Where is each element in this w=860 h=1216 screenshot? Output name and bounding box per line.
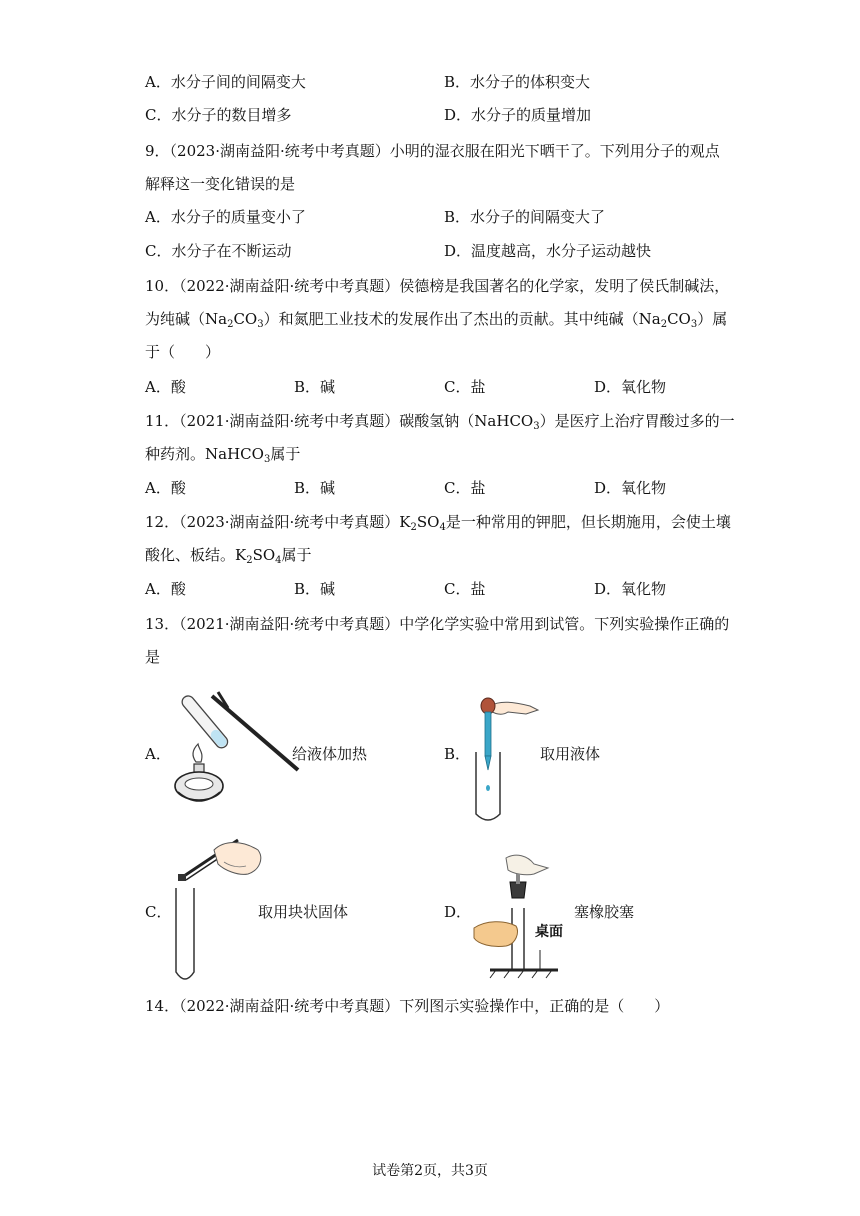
dropper-bulb — [481, 698, 495, 714]
flame — [193, 744, 202, 762]
q12-stem-line2: 酸化、板结。$K_2SO_4$属于 — [145, 546, 312, 566]
hand-lower — [474, 922, 518, 947]
q10-stem-line3: 于（ ） — [145, 343, 221, 361]
q12-option-d: D．氧化物 — [594, 580, 667, 598]
test-tube — [176, 888, 194, 979]
q10-stem-line1: 10．（2022·湖南益阳·统考中考真题）侯德榜是我国著名的化学家，发明了侯氏制碱法， — [145, 277, 730, 295]
q13-option-a-caption: 给液体加热 — [292, 745, 368, 763]
q12-option-b: B．碱 — [294, 580, 336, 598]
q9-stem-line1: 9．（2023·湖南益阳·统考中考真题）小明的湿衣服在阳光下晒干了。下列用分子的观点 — [145, 142, 720, 160]
q12-option-c: C．盐 — [444, 580, 486, 598]
dropper-illustration — [468, 692, 548, 822]
hand — [214, 843, 261, 875]
table-label: 桌面 — [535, 924, 563, 940]
q9-option-a: A．水分子的质量变小了 — [145, 208, 306, 226]
solid-block — [178, 874, 186, 881]
q8-option-d: D．水分子的质量增加 — [444, 106, 592, 124]
q9-option-b: B．水分子的间隔变大了 — [444, 208, 606, 226]
q13-option-d-caption: 塞橡胶塞 — [574, 903, 635, 921]
q8-option-b: B．水分子的体积变大 — [444, 73, 591, 91]
tongs-handle — [212, 696, 298, 770]
hand — [490, 702, 538, 714]
q14-stem: 14．（2022·湖南益阳·统考中考真题）下列图示实验操作中，正确的是（ ） — [145, 997, 670, 1015]
q13-stem-line2: 是 — [145, 648, 161, 666]
q12-option-a: A．酸 — [145, 580, 186, 598]
rubber-stopper-illustration — [470, 852, 570, 980]
q9-option-c: C．水分子在不断运动 — [145, 242, 292, 260]
q13-option-c-caption: 取用块状固体 — [258, 903, 349, 921]
q12-stem-line1: 12．（2023·湖南益阳·统考中考真题）$K_2SO_4$是一种常用的钾肥，但长期施用，会使土壤 — [145, 513, 731, 533]
q13-option-b-letter: B． — [444, 745, 471, 763]
q13-option-c-letter: C． — [145, 903, 172, 921]
q13-option-d-letter: D． — [444, 903, 472, 921]
page-footer: 试卷第2页，共3页 — [372, 1163, 488, 1179]
dropper-tube — [485, 712, 491, 756]
q11-stem-line1: 11．（2021·湖南益阳·统考中考真题）碳酸氢钠（NaHCO$_3$）是医疗上治疗胃酸过多的一 — [145, 412, 735, 432]
q10-option-c: C．盐 — [444, 378, 486, 396]
q11-option-a: A．酸 — [145, 479, 186, 497]
q10-stem-line2: 为纯碱$(Na_2CO_3)$和氮肥工业技术的发展作出了杰出的贡献。其中纯碱$(Na_2CO_3)$属 — [145, 310, 728, 330]
rubber-stopper — [510, 882, 526, 898]
q11-option-b: B．碱 — [294, 479, 336, 497]
q11-stem-line2: 种药剂。NaHCO$_3$属于 — [145, 445, 301, 465]
q13-option-a-letter: A． — [145, 745, 171, 763]
lamp-wick-holder — [194, 764, 204, 772]
q10-option-b: B．碱 — [294, 378, 336, 396]
test-tube — [180, 694, 230, 751]
q8-option-c: C．水分子的数目增多 — [145, 106, 292, 124]
q10-option-d: D．氧化物 — [594, 378, 667, 396]
q13-option-b-caption: 取用液体 — [540, 745, 601, 763]
q11-option-c: C．盐 — [444, 479, 486, 497]
q11-option-d: D．氧化物 — [594, 479, 667, 497]
q8-option-a: A．水分子间的间隔变大 — [145, 73, 306, 91]
q9-option-d: D．温度越高，水分子运动越快 — [444, 242, 652, 260]
hand-upper — [506, 855, 548, 875]
q9-stem-line2: 解释这一变化错误的是 — [145, 175, 296, 193]
q13-stem-line1: 13．（2021·湖南益阳·统考中考真题）中学化学实验中常用到试管。下列实验操作正确的 — [145, 615, 730, 633]
block-solid-illustration — [168, 836, 268, 988]
q10-option-a: A．酸 — [145, 378, 186, 396]
heating-liquid-illustration — [170, 688, 310, 810]
